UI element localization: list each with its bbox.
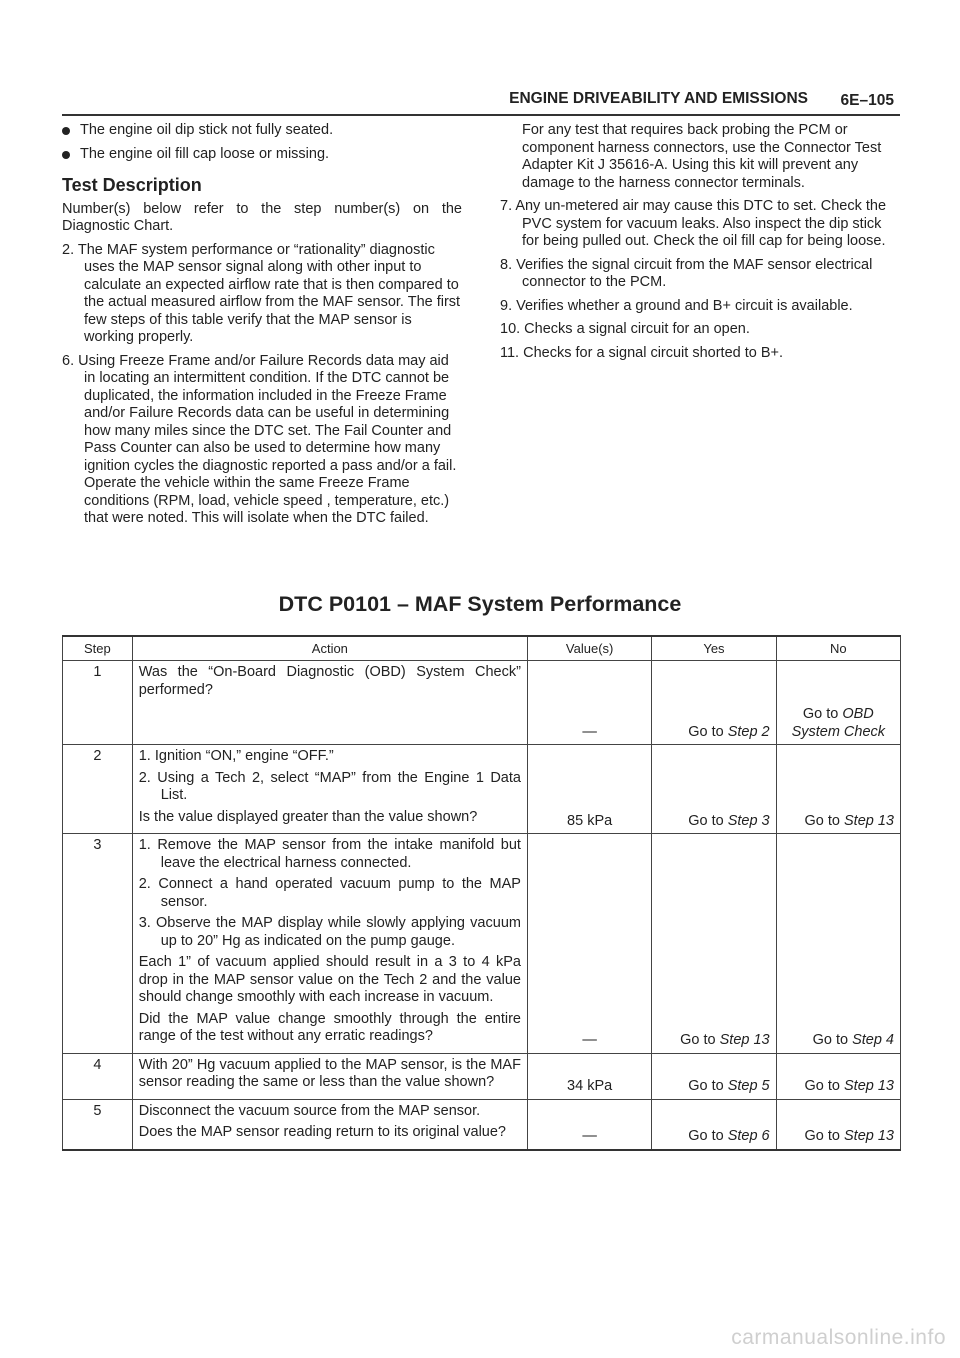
header-yes: Yes (652, 636, 776, 661)
table-row (63, 1053, 901, 1099)
no-prefix: Go to (802, 706, 839, 722)
step-number: 3 (63, 834, 133, 1054)
action-substep: 1. Ignition “ON,” engine “OFF.” (138, 748, 334, 764)
continuation-paragraph: For any test that requires back probing the PCM or component harness connectors, use the Connector Test Adapter Kit J 35616-A. Using this kit will prevent any damage to the harness connector terminals. (522, 122, 882, 191)
yes-cell (652, 661, 776, 745)
no-cell (776, 1053, 900, 1099)
table-title: DTC P0101 – MAF System Performance (278, 592, 682, 616)
page-header (62, 88, 900, 114)
header-no: No (776, 636, 900, 661)
no-cell (776, 661, 900, 745)
yes-prefix: Go to (688, 1128, 724, 1144)
action-cell (132, 1053, 527, 1099)
description-item-11: 11. Checks for a signal circuit shorted to B+. (500, 344, 784, 361)
no-cell (776, 1099, 900, 1150)
value-cell: 34 kPa (527, 1053, 651, 1099)
yes-link[interactable]: Step 3 (727, 812, 770, 829)
yes-prefix: Go to (688, 1078, 724, 1094)
no-prefix: Go to (804, 1128, 840, 1144)
header-rule (62, 114, 900, 116)
action-substep: 1. Remove the MAP sensor from the intake manifold but leave the electrical harness connected. (138, 837, 521, 871)
yes-cell (652, 1099, 776, 1150)
watermark: carmanualsonline.info (731, 1326, 946, 1349)
yes-link[interactable]: Step 6 (727, 1128, 770, 1144)
step-number: 5 (63, 1099, 133, 1150)
no-prefix: Go to (804, 812, 840, 829)
yes-cell (652, 745, 776, 834)
action-cell (132, 745, 527, 834)
right-column (500, 122, 900, 368)
header-action: Action (132, 636, 527, 661)
yes-cell (652, 1053, 776, 1099)
action-substep: 2. Using a Tech 2, select “MAP” from the Engine 1 Data List. (138, 769, 521, 803)
test-description-heading: Test Description (62, 175, 202, 195)
yes-prefix: Go to (680, 1032, 716, 1048)
table-header-row (63, 636, 901, 661)
step-number: 1 (63, 661, 133, 745)
no-cell (776, 745, 900, 834)
no-link[interactable]: OBD System Check (791, 706, 886, 740)
diagnostic-table (62, 635, 901, 1151)
step-number: 4 (63, 1053, 133, 1099)
bullet-item: The engine oil fill cap loose or missing. (62, 146, 462, 164)
yes-prefix: Go to (688, 723, 724, 740)
action-text: Does the MAP sensor reading return to its original value? (138, 1124, 506, 1140)
header-values: Value(s) (527, 636, 651, 661)
value-cell: — (527, 661, 651, 745)
bullet-item: The engine oil dip stick not fully seated. (62, 122, 462, 140)
yes-link[interactable]: Step 2 (727, 723, 770, 740)
action-substep: 3. Observe the MAP display while slowly applying vacuum up to 20” Hg as indicated on the pump gauge. (138, 915, 521, 949)
section-title: ENGINE DRIVEABILITY AND EMISSIONS (509, 90, 808, 107)
description-item-7: 7. Any un-metered air may cause this DTC to set. Check the PVC system for vacuum leaks. Also inspect the dip stick for being pulled out. Check the oil fill cap for being loose. (500, 198, 887, 249)
description-item-2: 2. The MAF system performance or “rationality” diagnostic uses the MAP sensor signal along with other input to calculate an expected airflow rate that is then compared to the actual measured airflow from the MAF sensor. The first few steps of this table verify that the MAP sensor is working properly. (62, 241, 461, 345)
action-text: Disconnect the vacuum source from the MAP sensor. (138, 1102, 481, 1119)
no-prefix: Go to (804, 1078, 840, 1094)
action-text: Did the MAP value change smoothly through the entire range of the test without any erratic readings? (138, 1010, 521, 1044)
action-cell (132, 834, 527, 1054)
yes-cell (652, 834, 776, 1054)
yes-prefix: Go to (688, 812, 724, 829)
intro-paragraph: Number(s) below refer to the step number(s) on the Diagnostic Chart. (62, 200, 462, 234)
description-item-9: 9. Verifies whether a ground and B+ circuit is available. (500, 297, 853, 314)
table-row (63, 745, 901, 834)
value-cell: 85 kPa (527, 745, 651, 834)
table-row (63, 834, 901, 1054)
page-number: 6E–105 (840, 92, 894, 109)
action-substep: 2. Connect a hand operated vacuum pump to the MAP sensor. (138, 876, 521, 910)
action-cell (132, 661, 527, 745)
no-link[interactable]: Step 13 (844, 812, 894, 829)
value-cell: — (527, 834, 651, 1054)
action-text: With 20” Hg vacuum applied to the MAP sensor, is the MAF sensor reading the same or less than the value shown? (138, 1056, 521, 1090)
description-item-10: 10. Checks a signal circuit for an open. (500, 321, 750, 337)
value-cell: — (527, 1099, 651, 1150)
yes-link[interactable]: Step 5 (727, 1078, 770, 1094)
no-link[interactable]: Step 4 (852, 1032, 894, 1048)
yes-link[interactable]: Step 13 (719, 1032, 770, 1048)
action-text: Was the “On-Board Diagnostic (OBD) System Check” performed? (138, 664, 521, 698)
no-cell (776, 834, 900, 1054)
no-link[interactable]: Step 13 (844, 1078, 894, 1094)
action-text: Each 1” of vacuum applied should result in a 3 to 4 kPa drop in the MAP sensor value on the Tech 2 and the value should change smoothly with each increase in vacuum. (138, 954, 521, 1005)
header-step: Step (63, 636, 133, 661)
description-item-6: 6. Using Freeze Frame and/or Failure Records data may aid in locating an intermittent condition. If the DTC cannot be duplicated, the information included in the Freeze Frame and/or Failure Records data can be useful in determining how many miles since the DTC set. The Fail Counter and Pass Counter can also be used to determine how many ignition cycles the diagnostic reported a pass and/or a fail. Operate the vehicle within the same Freeze Frame conditions (RPM, load, vehicle speed , temperature, etc.) that were noted. This will isolate when the DTC failed. (62, 352, 457, 526)
left-column (62, 122, 462, 534)
table-row (63, 1099, 901, 1150)
no-link[interactable]: Step 13 (844, 1128, 894, 1144)
description-item-8: 8. Verifies the signal circuit from the MAF sensor electrical connector to the PCM. (500, 256, 873, 290)
table-row (63, 661, 901, 745)
step-number: 2 (63, 745, 133, 834)
no-prefix: Go to (812, 1032, 849, 1048)
action-cell (132, 1099, 527, 1150)
action-text: Is the value displayed greater than the value shown? (138, 808, 478, 825)
